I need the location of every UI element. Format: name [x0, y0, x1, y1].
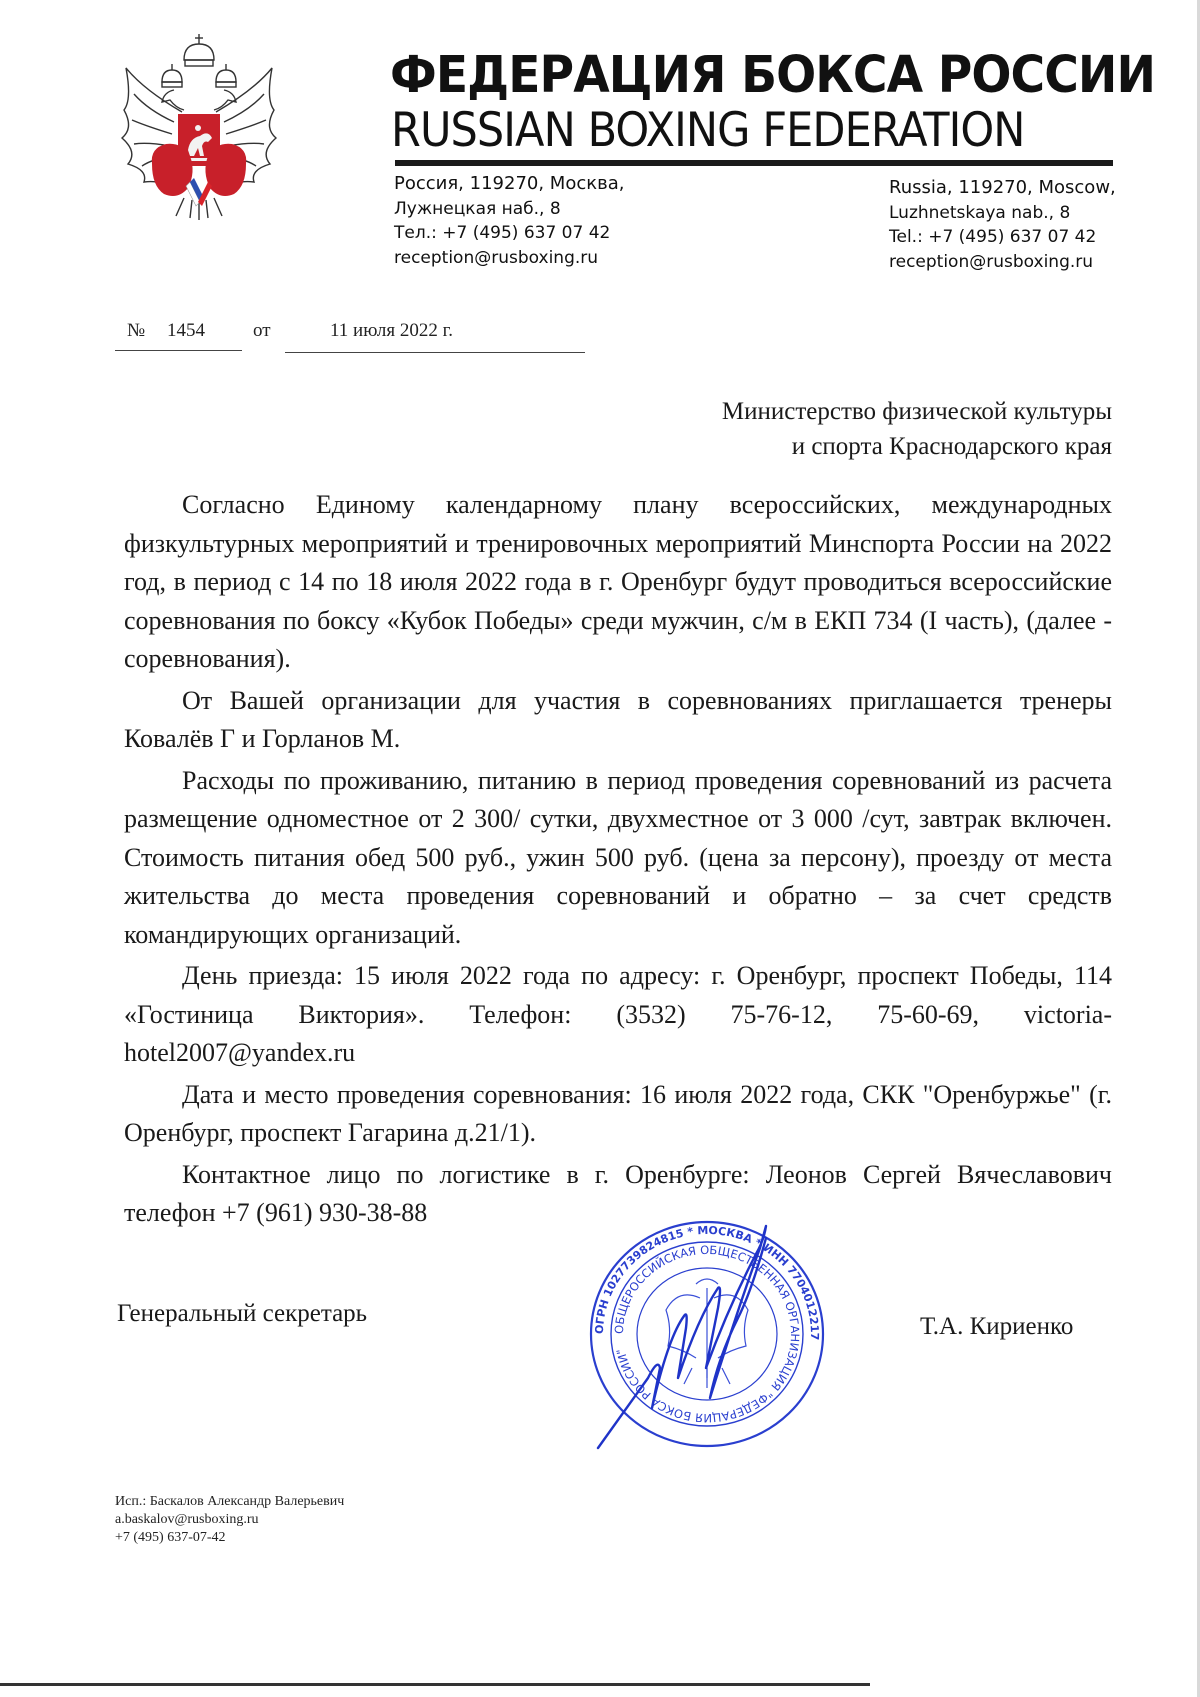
signatory-name: Т.А. Кириенко [920, 1313, 1074, 1340]
signatory-position: Генеральный секретарь [117, 1300, 368, 1327]
contact-ru-city: Россия, 119270, Москва, [394, 173, 625, 194]
reg-date-underline [285, 352, 585, 353]
recipient-line: Министерство физической культуры [721, 398, 1112, 425]
executor-footer [115, 1493, 344, 1547]
contact-en-city: Russia, 119270, Moscow, [889, 177, 1116, 198]
official-stamp-icon [588, 1218, 826, 1450]
body-paragraph: День приезда: 15 июля 2022 года по адресу: г. Оренбург, проспект Победы, 114 «Гостиница Виктория». Телефон: (3532) 75-76-12, 75-60-69, victoria-hotel2007@yandex.ru [124, 961, 1112, 1067]
contact-ru-phone: Тел.: +7 (495) 637 07 42 [394, 223, 611, 243]
reg-date: 11 июля 2022 г. [330, 320, 454, 341]
header-divider [395, 160, 1113, 166]
recipient-line: и спорта Краснодарского края [791, 433, 1112, 460]
contacts-ru [394, 172, 624, 270]
russian-eagle-emblem-icon [104, 30, 294, 220]
reg-from-label: от [253, 320, 271, 341]
stamp-outer-textpath: ОГРН 1027739824815 * МОСКВА * ИНН 7704012217 [592, 1223, 822, 1341]
contact-en-phone: Tel.: +7 (495) 637 07 42 [889, 227, 1097, 247]
letter-body [124, 486, 1112, 1236]
contact-en-email: reception@rusboxing.ru [889, 251, 1094, 272]
body-paragraph: Дата и место проведения соревнования: 16 июля 2022 года, СКК "Оренбуржье" (г. Оренбург, проспект Гагарина д.21/1). [124, 1079, 1112, 1147]
executor-phone: +7 (495) 637-07-42 [115, 1530, 226, 1545]
reg-number-underline [115, 350, 242, 351]
body-paragraph: От Вашей организации для участия в соревнованиях приглашается тренеры Ковалёв Г и Горланов М. [124, 685, 1112, 753]
letterhead-title-ru: ФЕДЕРАЦИЯ БОКСА РОССИИ [390, 46, 1156, 105]
scan-bottom-edge [0, 1683, 870, 1686]
body-paragraph: Расходы по проживанию, питанию в период проведения соревнований из расчета размещение одноместное от 2 300/ сутки, двухместное от 3 000 /сут, завтрак включен. Стоимость питания обед 500 руб., ужин 500 руб. (цена за персону), проезду от места жительства до места проведения соревнований и обратно – за счет средств командирующих организаций. [124, 765, 1112, 949]
letterhead-title-en: RUSSIAN BOXING FEDERATION [391, 103, 1025, 158]
contacts-en [889, 176, 1116, 274]
contact-ru-address: Лужнецкая наб., 8 [394, 198, 561, 219]
contact-en-address: Luzhnetskaya nab., 8 [889, 202, 1071, 223]
body-paragraph: Согласно Единому календарному плану всероссийских, международных физкультурных мероприятий и тренировочных мероприятий Минспорта России на 2022 год, в период с 14 по 18 июля 2022 года в г. Оренбург будут проводиться всероссийские соревнования по боксу «Кубок Победы» среди мужчин, с/м в ЕКП 734 (I часть), (далее - соревнования). [124, 490, 1112, 673]
executor-email: a.baskalov@rusboxing.ru [115, 1512, 259, 1527]
reg-number: 1454 [167, 320, 205, 341]
body-paragraph: Контактное лицо по логистике в г. Оренбурге: Леонов Сергей Вячеславович телефон +7 (961) 930-38-88 [124, 1159, 1112, 1227]
executor-name: Исп.: Баскалов Александр Валерьевич [115, 1494, 345, 1509]
contact-ru-email: reception@rusboxing.ru [394, 247, 599, 268]
reg-number-label: № [127, 320, 146, 341]
recipient-block [722, 394, 1112, 464]
stamp-inner-textpath: ОБЩЕРОССИЙСКАЯ ОБЩЕСТВЕННАЯ ОРГАНИЗАЦИЯ "ФЕДЕРАЦИЯ БОКСА РОССИИ" [611, 1242, 803, 1426]
